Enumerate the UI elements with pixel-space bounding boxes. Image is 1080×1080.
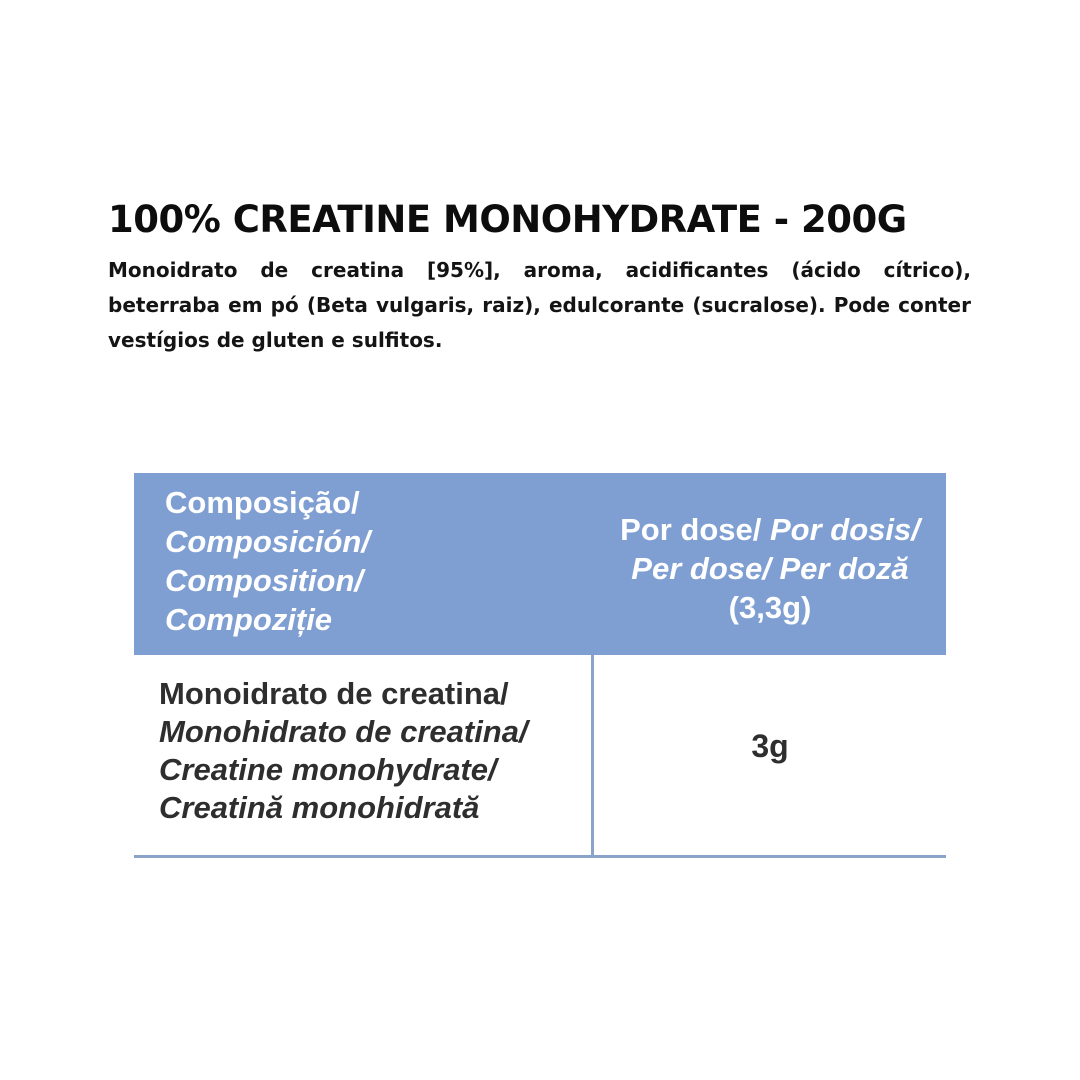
header-dose-line-1: Por dose/ Por dosis/ [620,512,920,547]
row-name-ro: Creatină monohidrată [159,790,480,825]
row-name-es: Monohidrato de creatina/ [159,714,528,749]
header-dose-line-2: Per dose/ Per doză [631,551,909,586]
header-composition-ro: Compoziție [165,602,333,637]
row-value: 3g [751,728,789,764]
table-header [134,473,946,655]
table-row [134,655,946,858]
row-name-en: Creatine monohydrate/ [159,752,497,787]
header-composition [134,473,594,655]
header-composition-es: Composición/ [165,524,370,559]
header-composition-pt: Composição/ [165,485,360,520]
header-composition-en: Composition/ [165,563,364,598]
product-title: 100% CREATINE MONOHYDRATE - 200G [108,198,907,241]
header-dose-line-3: (3,3g) [728,590,812,625]
ingredients-text: Monoidrato de creatina [95%], aroma, acidificantes (ácido cítrico), beterraba em pó (Beta vulgaris, raiz), edulcorante (sucralose). Pode conter vestígios de gluten e sulfitos. [108,258,971,352]
row-name-pt: Monoidrato de creatina/ [159,676,509,711]
nutrition-table [134,473,946,858]
row-composition [134,655,594,855]
header-dose [594,473,946,655]
